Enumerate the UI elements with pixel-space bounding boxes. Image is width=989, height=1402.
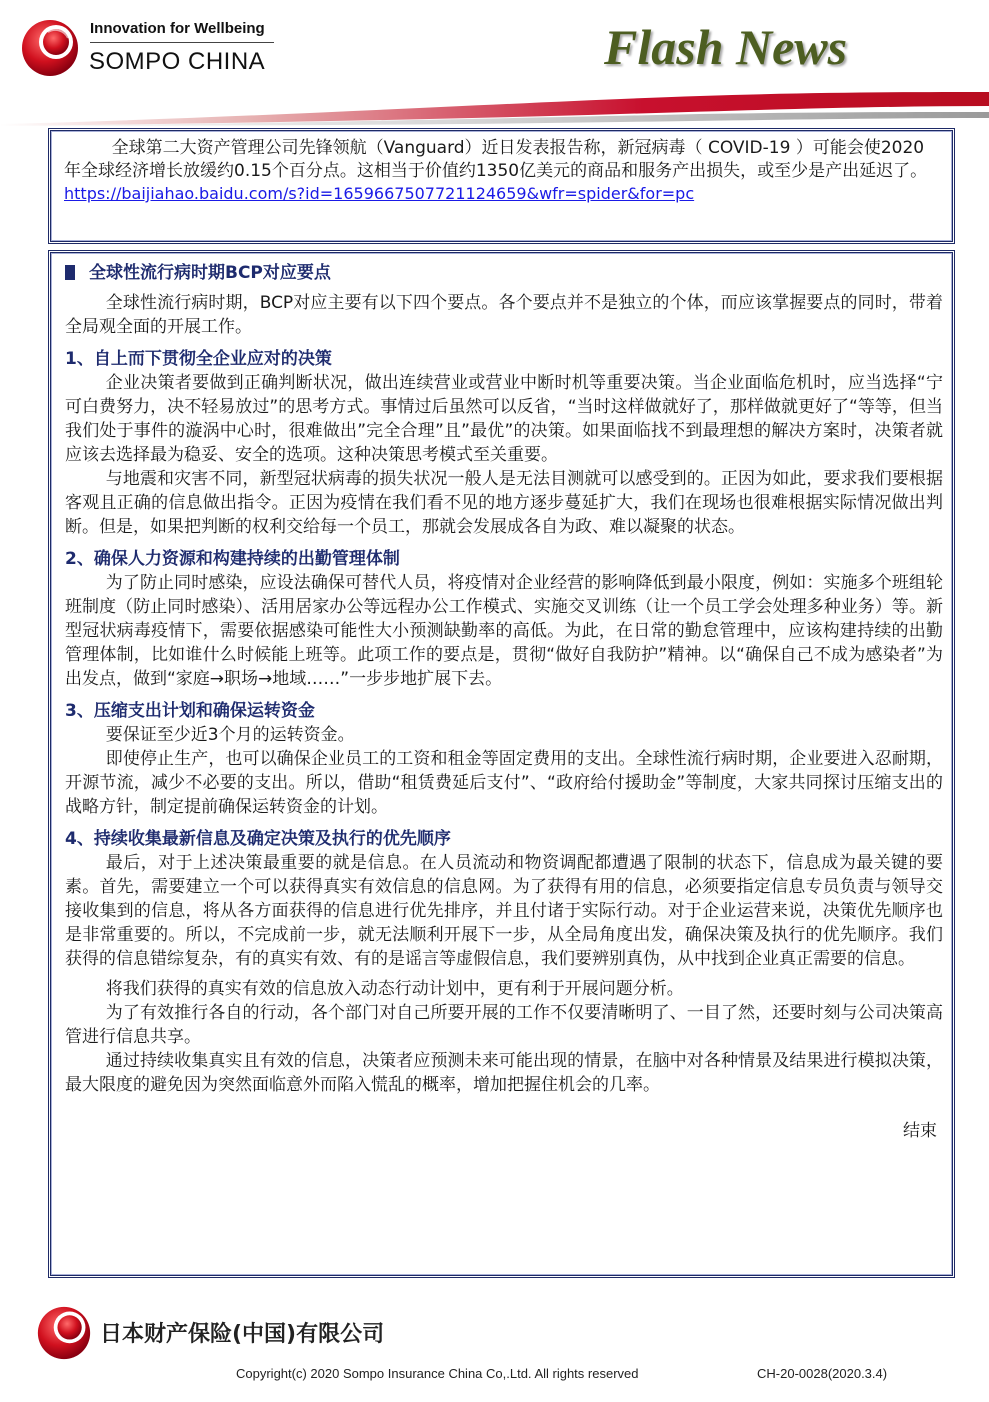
- page-title: Flash News: [604, 19, 848, 75]
- sompo-logo-icon: [20, 18, 80, 78]
- section-4-paragraph: 最后，对于上述决策最重要的就是信息。在人员流动和物资调配都遭遇了限制的状态下，信息成为最关键的要素。首先，需要建立一个可以获得真实有效信息的信息网。为了获得有用的信息，必须要指定信息专员负责与领导交接收集到的信息，将从各方面获得的信息进行优先排序，并且付诸于实际行动。对于企业运营来说，决策优先顺序也是非常重要的。所以，不完成前一步，就无法顺利开展下一步，从全局角度出发，确保决策及执行的优先顺序。我们获得的信息错综复杂，有的真实有效、有的是谣言等虚假信息，我们要辨别真伪，从中找到企业真正需要的信息。: [65, 853, 943, 969]
- article-box: [48, 250, 955, 1278]
- section-heading-1: 1、自上而下贯彻全企业应对的决策: [65, 349, 332, 369]
- brand-tagline: Innovation for Wellbeing: [90, 20, 265, 37]
- section-4-paragraph: 通过持续收集真实且有效的信息，决策者应预测未来可能出现的情景，在脑中对各种情景及结果进行模拟决策，最大限度的避免因为突然面临意外而陷入慌乱的概率，增加把握住机会的几率。: [65, 1051, 943, 1095]
- square-bullet-icon: [65, 265, 75, 280]
- intro-box: [48, 128, 955, 244]
- section-3-paragraph: 即使停止生产，也可以确保企业员工的工资和租金等固定费用的支出。全球性流行病时期，企业要进入忍耐期，开源节流，减少不必要的支出。所以，借助“租赁费延后支付”、“政府给付援助金”等制度，大家共同探讨压缩支出的战略方针，制定提前确保运转资金的计划。: [65, 749, 943, 817]
- intro-text: 全球第二大资产管理公司先锋领航（Vanguard）近日发表报告称，新冠病毒（ COVID-19 ）可能会使2020年全球经济增长放缓约0.15个百分点。这相当于价值约1350亿美元的商品和服务产出损失，或至少是产出延迟了。: [64, 138, 928, 181]
- header-wave-banner: [0, 84, 989, 126]
- document-code: CH-20-0028(2020.3.4): [757, 1366, 888, 1381]
- brand-name: SOMPO CHINA: [89, 48, 266, 75]
- article-lead: 全球性流行病时期，BCP对应主要有以下四个要点。各个要点并不是独立的个体，而应该掌握要点的同时，带着全局观全面的开展工作。: [65, 293, 943, 337]
- section-4-paragraph: 将我们获得的真实有效的信息放入动态行动计划中，更有利于开展问题分析。: [105, 979, 684, 999]
- section-heading-3: 3、压缩支出计划和确保运转资金: [65, 701, 315, 721]
- section-2-paragraph: 为了防止同时感染，应设法确保可替代人员，将疫情对企业经营的影响降低到最小限度，例如：实施多个班组轮班制度（防止同时感染）、活用居家办公等远程办公工作模式、实施交叉训练（让一个员工学会处理多种业务）等。新型冠状病毒疫情下，需要依据感染可能性大小预测缺勤率的高低。为此，在日常的勤怠管理中，应该构建持续的出勤管理体制，比如谁什么时候能上班等。此项工作的要点是，贯彻“做好自我防护”精神。以“确保自己不成为感染者”为出发点，做到“家庭→职场→地域……”一步步地扩展下去。: [65, 573, 943, 689]
- page-header: [0, 0, 989, 125]
- section-3-paragraph: 要保证至少近3个月的运转资金。: [105, 725, 355, 745]
- brand-divider: [90, 42, 274, 43]
- copyright-text: Copyright(c) 2020 Sompo Insurance China Co,.Ltd. All rights reserved: [236, 1366, 639, 1381]
- article-title: [65, 261, 943, 285]
- article-ending: 结束: [903, 1121, 937, 1141]
- section-4-paragraph: 为了有效推行各自的行动，各个部门对自己所要开展的工作不仅要清晰明了、一目了然，还要时刻与公司决策高管进行信息共享。: [65, 1003, 943, 1047]
- footer-logo-icon: [36, 1305, 92, 1361]
- section-heading-2: 2、确保人力资源和构建持续的出勤管理体制: [65, 549, 400, 569]
- section-heading-4: 4、持续收集最新信息及确定决策及执行的优先顺序: [65, 829, 451, 849]
- article-title-text: 全球性流行病时期BCP对应要点: [89, 263, 331, 283]
- source-link[interactable]: https://baijiahao.baidu.com/s?id=1659667507721124659&wfr=spider&for=pc: [64, 184, 695, 203]
- section-1-paragraph: 企业决策者要做到正确判断状况，做出连续营业或营业中断时机等重要决策。当企业面临危机时，应当选择“宁可白费努力，决不轻易放过”的思考方式。事情过后虽然可以反省，“当时这样做就好了，那样做就更好了“等等，但当我们处于事件的漩涡中心时，很难做出”完全合理”且”最优”的决策。如果面临找不到最理想的解决方案时，决策者就应该去选择最为稳妥、安全的选项。这种决策思考模式至关重要。: [65, 373, 943, 465]
- section-1-paragraph: 与地震和灾害不同，新型冠状病毒的损失状况一般人是无法目测就可以感受到的。正因为如此，要求我们要根据客观且正确的信息做出指令。正因为疫情在我们看不见的地方逐步蔓延扩大，我们在现场也很难根据实际情况做出判断。但是，如果把判断的权利交给每一个员工，那就会发展成各自为政、难以凝聚的状态。: [65, 469, 943, 537]
- footer-company-name: 日本财产保险(中国)有限公司: [100, 1322, 385, 1347]
